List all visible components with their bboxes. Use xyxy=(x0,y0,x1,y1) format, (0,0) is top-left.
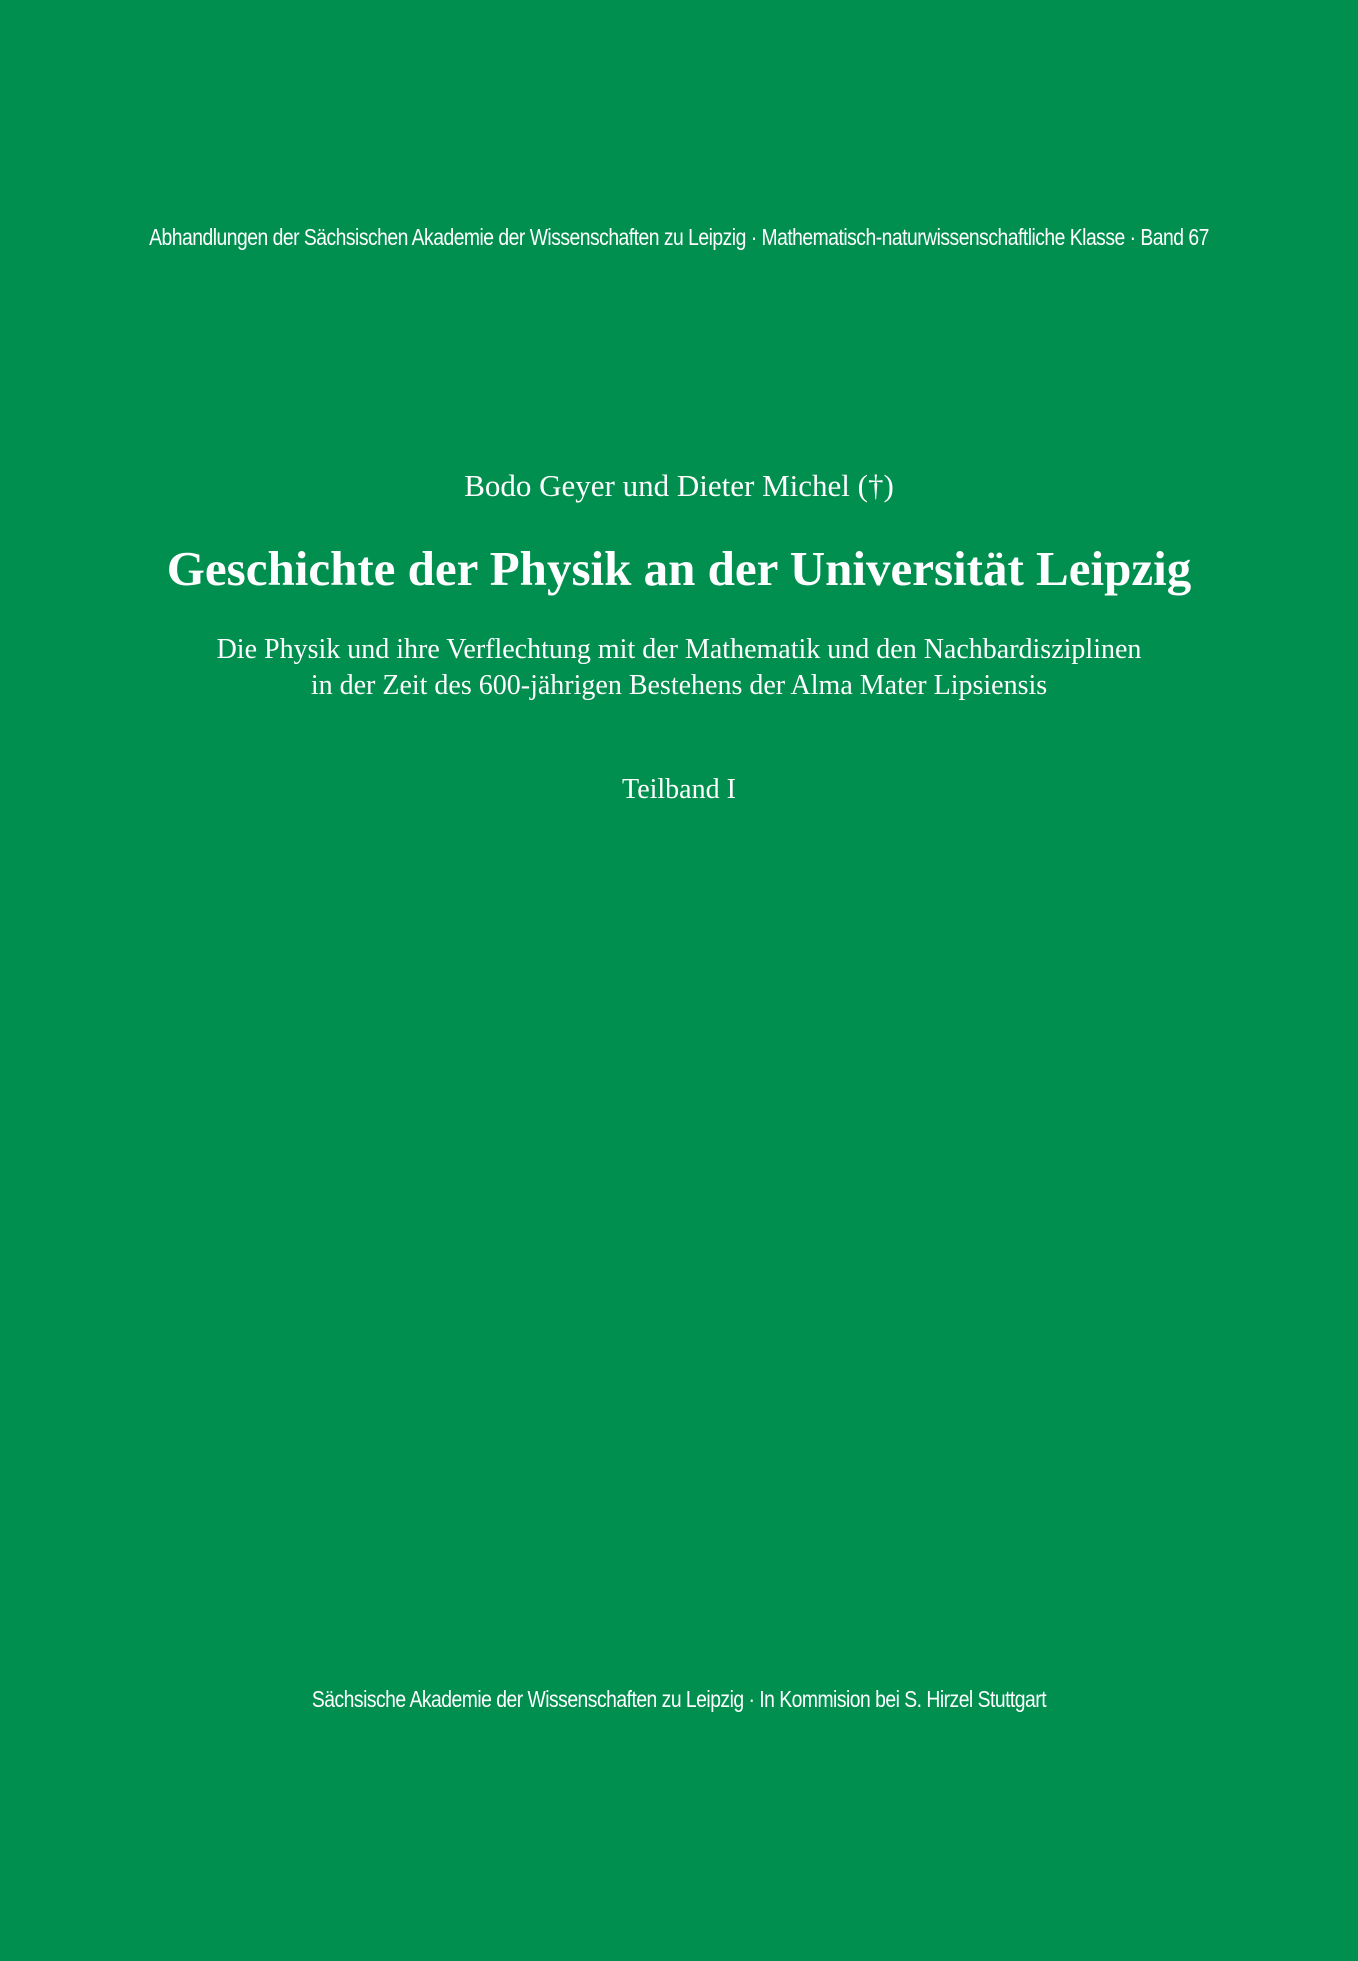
subtitle-line-1: Die Physik und ihre Verflechtung mit der Mathematik und den Nachbardisziplinen xyxy=(216,634,1142,665)
series-line: Abhandlungen der Sächsischen Akademie der Wissenschaften zu Leipzig · Mathematisch-naturwissenschaftliche Klasse · Band 67 xyxy=(149,224,1209,250)
book-title: Geschichte der Physik an der Universität Leipzig xyxy=(166,541,1192,596)
subtitle xyxy=(0,632,1358,704)
subtitle-line-2: in der Zeit des 600-jährigen Bestehens der Alma Mater Lipsiensis xyxy=(310,670,1048,701)
volume-label: Teilband I xyxy=(622,774,736,805)
publisher-line: Sächsische Akademie der Wissenschaften zu Leipzig · In Kommision bei S. Hirzel Stuttgart xyxy=(311,1686,1047,1712)
authors: Bodo Geyer und Dieter Michel (†) xyxy=(464,468,894,503)
